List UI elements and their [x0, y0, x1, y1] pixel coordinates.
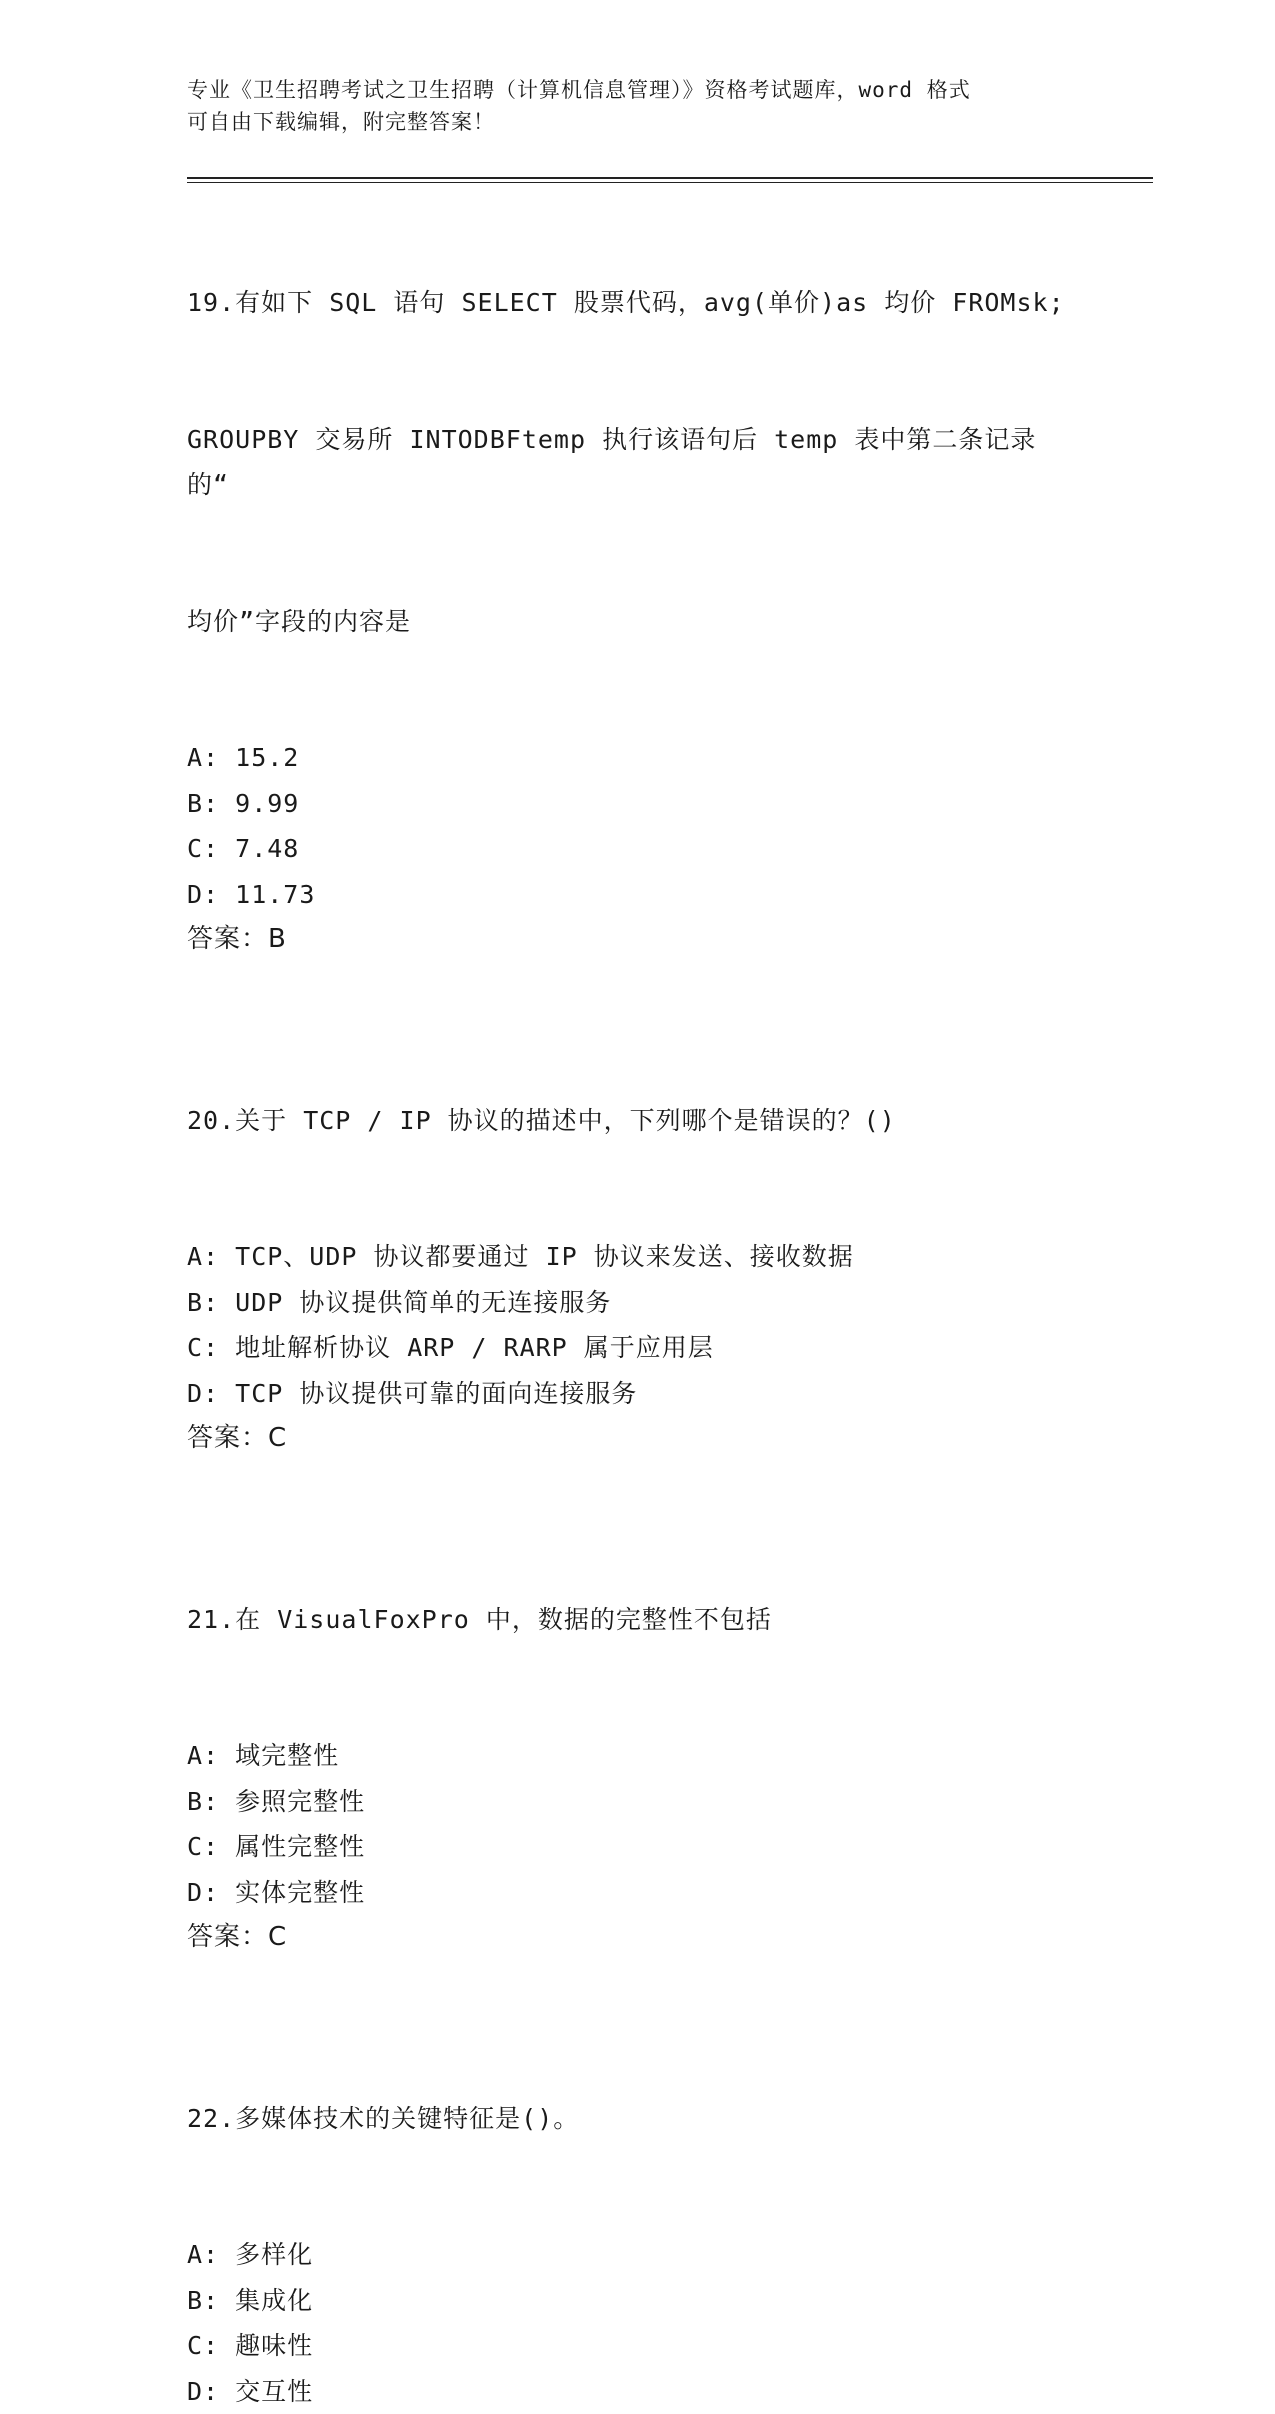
answer-line: 答案：B: [187, 917, 1087, 963]
answer-line: 答案：C: [187, 1915, 1087, 1961]
option-d: D: 交互性: [187, 2369, 1087, 2414]
header-divider-thick: [187, 177, 1153, 179]
question-stem: [187, 2005, 1067, 2233]
document-header: [187, 74, 1067, 138]
option-a: A: 域完整性: [187, 1733, 1087, 1779]
question-stem-line: GROUPBY 交易所 INTODBFtemp 执行该语句后 temp 表中第二条记录的“: [187, 417, 1067, 508]
answer-line: 答案：C: [187, 1416, 1087, 1462]
question-list: [187, 189, 1087, 2414]
option-a: A: 多样化: [187, 2232, 1087, 2278]
option-b: B: UDP 协议提供简单的无连接服务: [187, 1280, 1087, 1326]
option-d: D: 实体完整性: [187, 1870, 1087, 1916]
option-c: C: 7.48: [187, 826, 1087, 872]
option-d: D: 11.73: [187, 872, 1087, 918]
question-stem-line: 22.多媒体技术的关键特征是()。: [187, 2096, 1067, 2142]
header-line-2: 可自由下载编辑，附完整答案！: [187, 106, 1067, 138]
question-stem-line: 均价”字段的内容是: [187, 599, 1067, 645]
question-stem-line: 21.在 VisualFoxPro 中，数据的完整性不包括: [187, 1597, 1067, 1643]
option-c: C: 属性完整性: [187, 1824, 1087, 1870]
option-c: C: 趣味性: [187, 2323, 1087, 2369]
option-a: A: TCP、UDP 协议都要通过 IP 协议来发送、接收数据: [187, 1234, 1087, 1280]
question-22: [187, 2005, 1087, 2414]
question-stem: [187, 1506, 1067, 1734]
question-21: [187, 1506, 1087, 1961]
question-19: [187, 189, 1087, 963]
question-20: [187, 1007, 1087, 1462]
option-a: A: 15.2: [187, 735, 1087, 781]
header-line-1: 专业《卫生招聘考试之卫生招聘（计算机信息管理）》资格考试题库，word 格式: [187, 74, 1067, 106]
option-c: C: 地址解析协议 ARP / RARP 属于应用层: [187, 1325, 1087, 1371]
question-stem: [187, 189, 1067, 735]
question-stem-line: 20.关于 TCP / IP 协议的描述中，下列哪个是错误的？(): [187, 1098, 1067, 1144]
option-d: D: TCP 协议提供可靠的面向连接服务: [187, 1371, 1087, 1417]
option-b: B: 参照完整性: [187, 1779, 1087, 1825]
question-stem: [187, 1007, 1067, 1235]
option-b: B: 9.99: [187, 781, 1087, 827]
option-b: B: 集成化: [187, 2278, 1087, 2324]
header-divider-thin: [187, 182, 1153, 183]
question-stem-line: 19.有如下 SQL 语句 SELECT 股票代码，avg(单价)as 均价 FROMsk;: [187, 280, 1067, 326]
